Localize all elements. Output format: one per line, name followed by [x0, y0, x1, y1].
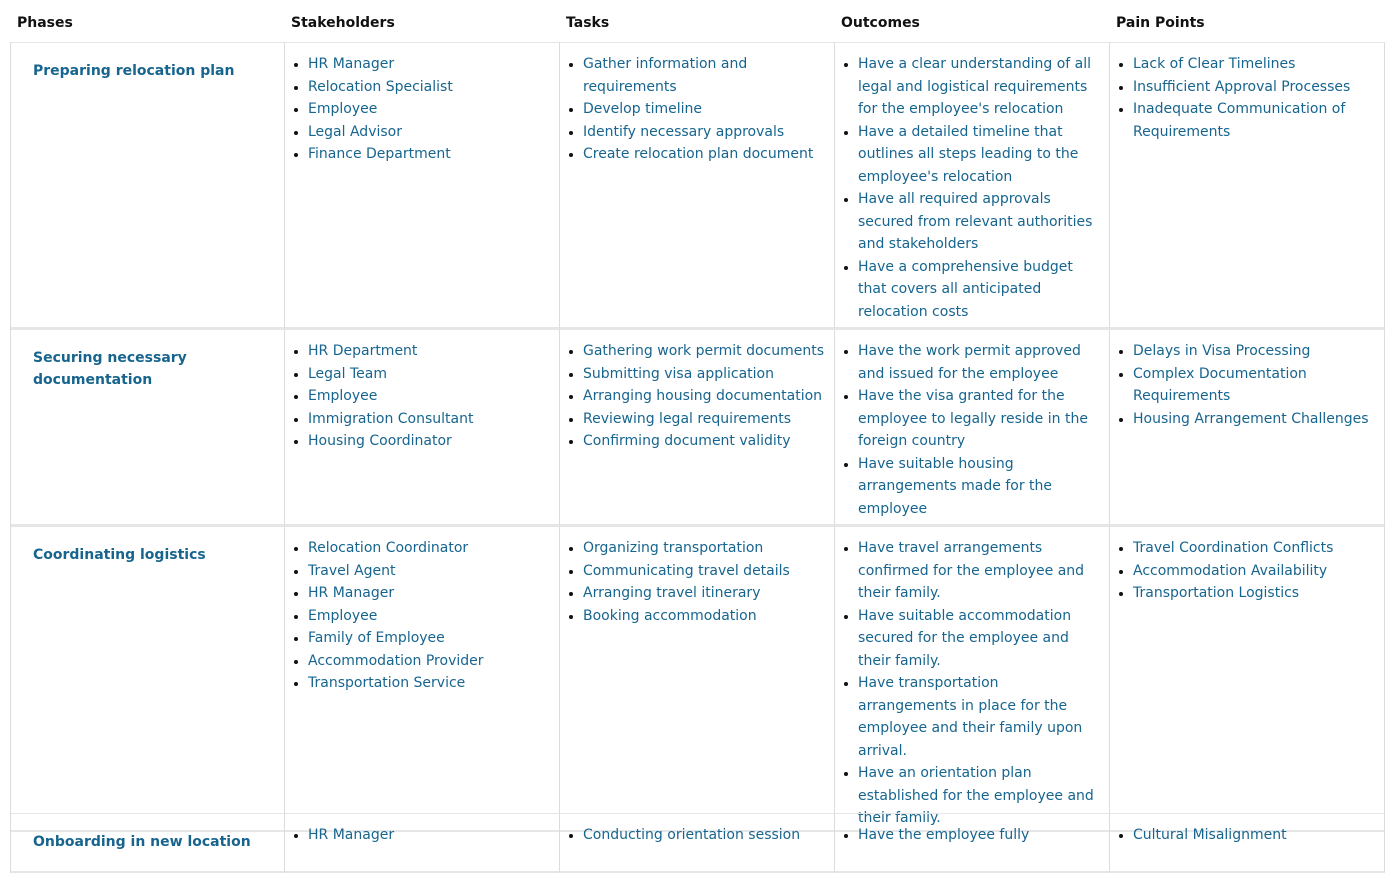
list-item: • Housing Arrangement Challenges: [1133, 408, 1384, 431]
list-item: • Travel Coordination Conflicts: [1133, 537, 1384, 560]
list-item: • Have a comprehensive budget that covers all anticipated relocation costs: [858, 256, 1109, 324]
list-item: • Communicating travel details: [583, 560, 834, 583]
list-item: • Delays in Visa Processing: [1133, 340, 1384, 363]
stakeholders-list: [285, 340, 559, 453]
phase-name: Onboarding in new location: [11, 813, 285, 873]
tasks-list: [560, 824, 834, 847]
list-item: • Finance Department: [308, 143, 559, 166]
list-item: • Cultural Misalignment: [1133, 824, 1384, 847]
list-item: • Relocation Coordinator: [308, 537, 559, 560]
list-item: • Conducting orientation session: [583, 824, 834, 847]
stakeholders-cell: [285, 42, 560, 329]
pain-points-list: [1110, 537, 1384, 605]
tasks-cell: [560, 526, 835, 832]
list-item: • Have all required approvals secured from relevant authorities and stakeholders: [858, 188, 1109, 256]
list-item: • Arranging travel itinerary: [583, 582, 834, 605]
list-item: • Relocation Specialist: [308, 76, 559, 99]
list-item: • Have a detailed timeline that outlines all steps leading to the employee's relocation: [858, 121, 1109, 189]
pain-points-list: [1110, 53, 1384, 143]
outcomes-cell: [835, 813, 1110, 873]
pain-points-cell: [1110, 526, 1385, 832]
list-item: • Organizing transportation: [583, 537, 834, 560]
phase-name: Coordinating logistics: [11, 526, 285, 832]
header-tasks: Tasks: [566, 15, 610, 31]
list-item: • Arranging housing documentation: [583, 385, 834, 408]
tasks-list: [560, 53, 834, 166]
pain-points-cell: [1110, 42, 1385, 329]
table-row: [10, 42, 1384, 329]
list-item: • Have the work permit approved and issued for the employee: [858, 340, 1109, 385]
list-item: • Identify necessary approvals: [583, 121, 834, 144]
list-item: • Have the employee fully: [858, 824, 1109, 847]
stakeholders-cell: [285, 329, 560, 526]
list-item: • Legal Advisor: [308, 121, 559, 144]
list-item: • Have the visa granted for the employee to legally reside in the foreign country: [858, 385, 1109, 453]
list-item: • Create relocation plan document: [583, 143, 834, 166]
list-item: • Have suitable accommodation secured for the employee and their family.: [858, 605, 1109, 673]
list-item: • Inadequate Communication of Requirements: [1133, 98, 1384, 143]
list-item: • Accommodation Provider: [308, 650, 559, 673]
outcomes-list: [835, 824, 1109, 847]
table-row: [10, 329, 1384, 526]
list-item: • HR Department: [308, 340, 559, 363]
tasks-list: [560, 340, 834, 453]
list-item: • Accommodation Availability: [1133, 560, 1384, 583]
list-item: • Gather information and requirements: [583, 53, 834, 98]
list-item: • Gathering work permit documents: [583, 340, 834, 363]
stakeholders-cell: [285, 526, 560, 832]
list-item: • Family of Employee: [308, 627, 559, 650]
list-item: • HR Manager: [308, 582, 559, 605]
table-header-row: [10, 0, 1384, 42]
list-item: • Confirming document validity: [583, 430, 834, 453]
list-item: • Employee: [308, 385, 559, 408]
journey-table: [10, 0, 1384, 873]
list-item: • Booking accommodation: [583, 605, 834, 628]
list-item: • Complex Documentation Requirements: [1133, 363, 1384, 408]
outcomes-list: [835, 537, 1109, 830]
list-item: • Reviewing legal requirements: [583, 408, 834, 431]
list-item: • Have transportation arrangements in place for the employee and their family upon arrival.: [858, 672, 1109, 762]
list-item: • Have suitable housing arrangements made for the employee: [858, 453, 1109, 521]
list-item: • Employee: [308, 605, 559, 628]
list-item: • Develop timeline: [583, 98, 834, 121]
list-item: • Have travel arrangements confirmed for the employee and their family.: [858, 537, 1109, 605]
list-item: • Employee: [308, 98, 559, 121]
list-item: • HR Manager: [308, 53, 559, 76]
list-item: • Immigration Consultant: [308, 408, 559, 431]
tasks-list: [560, 537, 834, 627]
stakeholders-list: [285, 824, 559, 847]
tasks-cell: [560, 329, 835, 526]
header-phases: Phases: [17, 15, 73, 31]
outcomes-list: [835, 340, 1109, 520]
list-item: • Submitting visa application: [583, 363, 834, 386]
list-item: • Lack of Clear Timelines: [1133, 53, 1384, 76]
tasks-cell: [560, 42, 835, 329]
outcomes-cell: [835, 329, 1110, 526]
pain-points-list: [1110, 824, 1384, 847]
phase-name: Securing necessary documentation: [11, 329, 285, 526]
list-item: • Insufficient Approval Processes: [1133, 76, 1384, 99]
list-item: • Housing Coordinator: [308, 430, 559, 453]
list-item: • Legal Team: [308, 363, 559, 386]
outcomes-cell: [835, 526, 1110, 832]
list-item: • Transportation Logistics: [1133, 582, 1384, 605]
list-item: • Have a clear understanding of all legal and logistical requirements for the employee's relocation: [858, 53, 1109, 121]
stakeholders-cell: [285, 813, 560, 873]
list-item: • Travel Agent: [308, 560, 559, 583]
header-outcomes: Outcomes: [841, 15, 920, 31]
stakeholders-list: [285, 53, 559, 166]
outcomes-cell: [835, 42, 1110, 329]
pain-points-list: [1110, 340, 1384, 430]
table-row: [10, 526, 1384, 826]
phase-name: Preparing relocation plan: [11, 42, 285, 329]
pain-points-cell: [1110, 813, 1385, 873]
list-item: • HR Manager: [308, 824, 559, 847]
outcomes-list: [835, 53, 1109, 323]
header-pain-points: Pain Points: [1116, 15, 1205, 31]
table-body: [10, 42, 1384, 873]
pain-points-cell: [1110, 329, 1385, 526]
tasks-cell: [560, 813, 835, 873]
header-stakeholders: Stakeholders: [291, 15, 395, 31]
stakeholders-list: [285, 537, 559, 695]
list-item: • Have an orientation plan established for the employee and their family.: [858, 762, 1109, 830]
table-row: [10, 813, 1384, 873]
list-item: • Transportation Service: [308, 672, 559, 695]
